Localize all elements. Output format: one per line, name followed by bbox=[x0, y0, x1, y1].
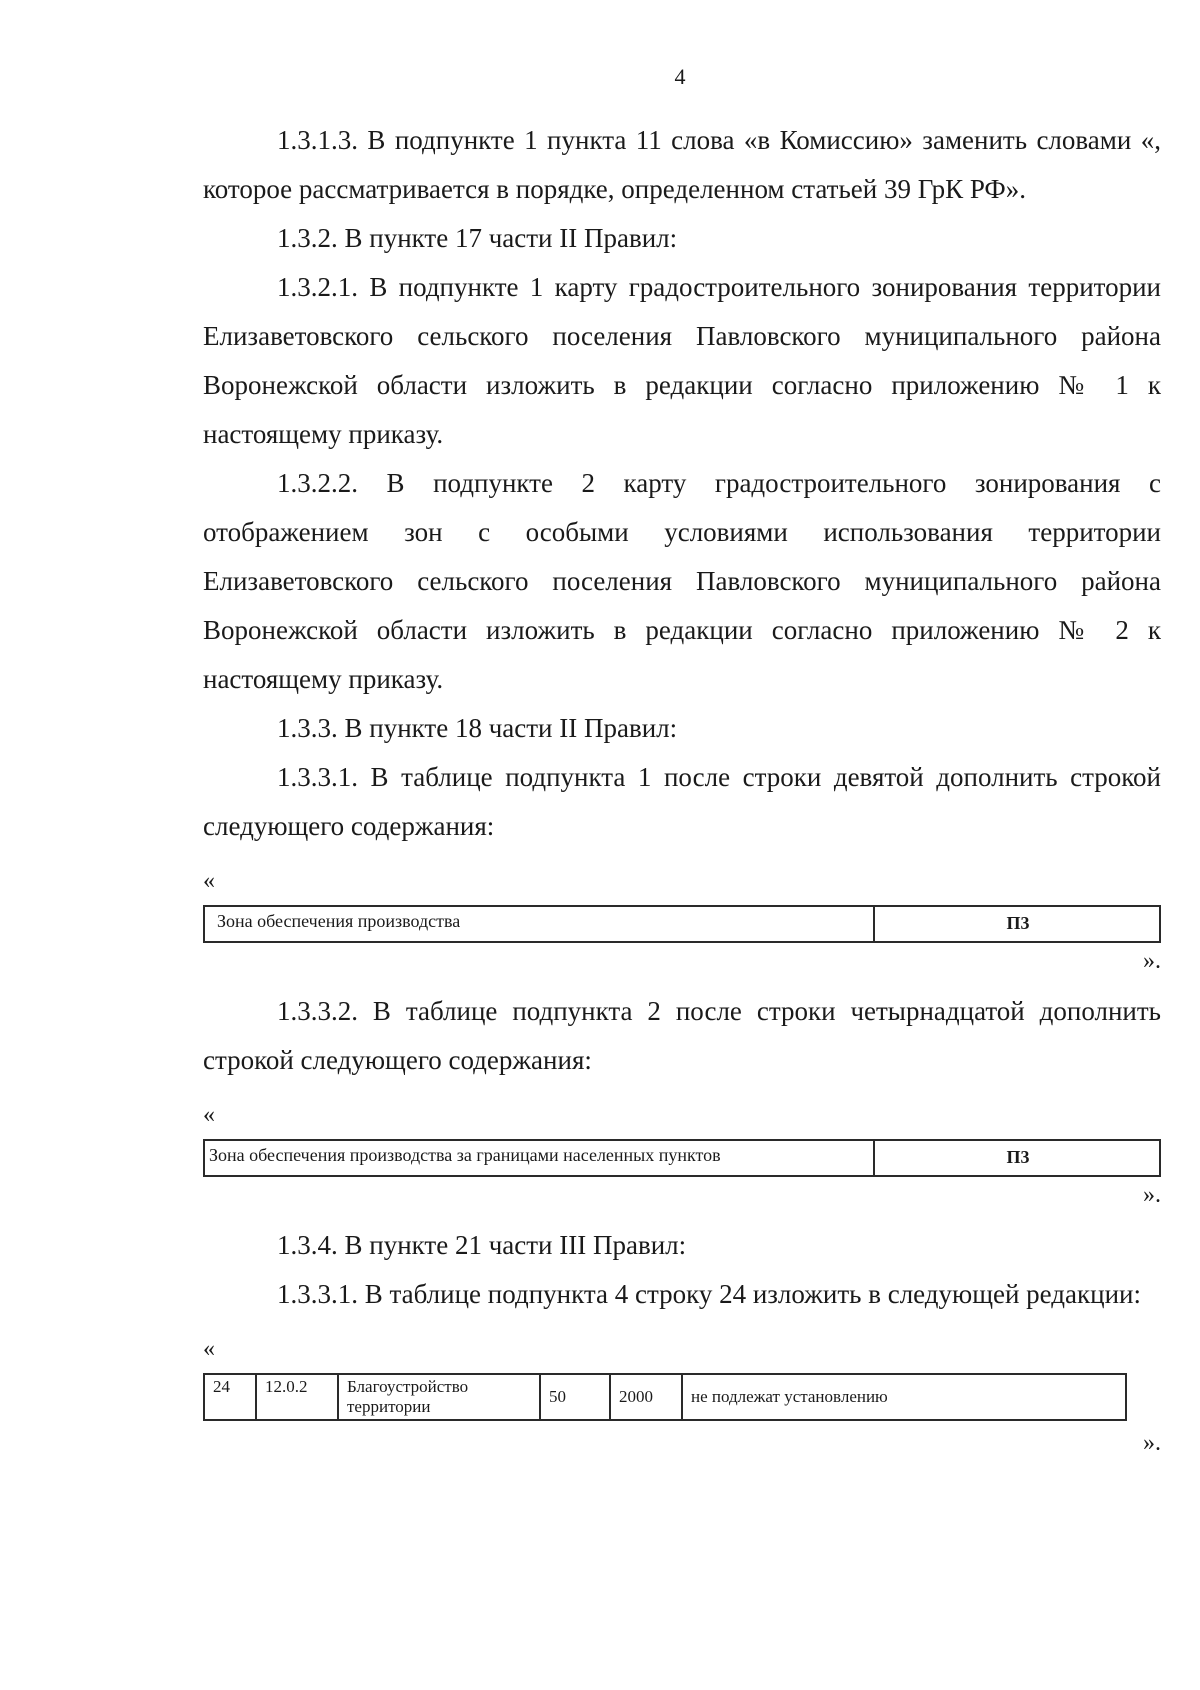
table-row bbox=[204, 906, 1160, 942]
quote-open: « bbox=[203, 1102, 215, 1128]
paragraph-1-3-3-1: 1.3.3.1. В таблице подпункта 1 после строки девятой дополнить строкой следующего содержания: bbox=[203, 762, 1161, 841]
paragraph-1-3-3: 1.3.3. В пункте 18 части II Правил: bbox=[277, 713, 678, 743]
quote-close: ». bbox=[1143, 1182, 1161, 1208]
table-row bbox=[204, 1140, 1160, 1176]
paragraph-1-3-1-3: 1.3.1.3. В подпункте 1 пункта 11 слова «в Комиссию» заменить словами «, которое рассматривается в порядке, определенном статьей 39 ГрК РФ». bbox=[203, 125, 1161, 204]
row-number-cell: 24 bbox=[204, 1374, 256, 1420]
quote-open: « bbox=[203, 868, 215, 894]
paragraph-1-3-3-1-b: 1.3.3.1. В таблице подпункта 4 строку 24 изложить в следующей редакции: bbox=[277, 1279, 1141, 1309]
paragraph-1-3-2-2: 1.3.2.2. В подпункте 2 карту градостроительного зонирования с отображением зон с особыми условиями использования территории Елизаветовского сельского поселения Павловского муниципального района Воронежской области изложить в редакции согласно приложению № 2 к настоящему приказу. bbox=[203, 468, 1161, 694]
zone-name-cell: Зона обеспечения производства bbox=[204, 906, 874, 942]
zone-code-cell: П3 bbox=[874, 1140, 1160, 1176]
paragraph-1-3-2-1: 1.3.2.1. В подпункте 1 карту градостроительного зонирования территории Елизаветовского сельского поселения Павловского муниципального района Воронежской области изложить в редакции согласно приложению № 1 к настоящему приказу. bbox=[203, 272, 1161, 449]
min-value-cell: 50 bbox=[540, 1374, 610, 1420]
page-number: 4 bbox=[674, 64, 686, 89]
note-cell: не подлежат установлению bbox=[682, 1374, 1126, 1420]
table-row bbox=[204, 1374, 1126, 1420]
zone-name-cell: Зона обеспечения производства за границами населенных пунктов bbox=[204, 1140, 874, 1176]
document-body bbox=[203, 116, 1161, 1469]
paragraph-1-3-2: 1.3.2. В пункте 17 части II Правил: bbox=[277, 223, 678, 253]
quote-open: « bbox=[203, 1336, 215, 1362]
insert-table-1 bbox=[203, 905, 1161, 943]
quote-close: ». bbox=[1143, 948, 1161, 974]
paragraph-1-3-3-2: 1.3.3.2. В таблице подпункта 2 после строки четырнадцатой дополнить строкой следующего содержания: bbox=[203, 996, 1161, 1075]
quote-close: ». bbox=[1143, 1430, 1161, 1456]
zone-code-cell: П3 bbox=[874, 906, 1160, 942]
max-value-cell: 2000 bbox=[610, 1374, 682, 1420]
insert-table-3 bbox=[203, 1373, 1127, 1421]
use-name-cell: Благоустройство территории bbox=[338, 1374, 540, 1420]
paragraph-1-3-4: 1.3.4. В пункте 21 части III Правил: bbox=[277, 1230, 687, 1260]
insert-table-2 bbox=[203, 1139, 1161, 1177]
use-code-cell: 12.0.2 bbox=[256, 1374, 338, 1420]
